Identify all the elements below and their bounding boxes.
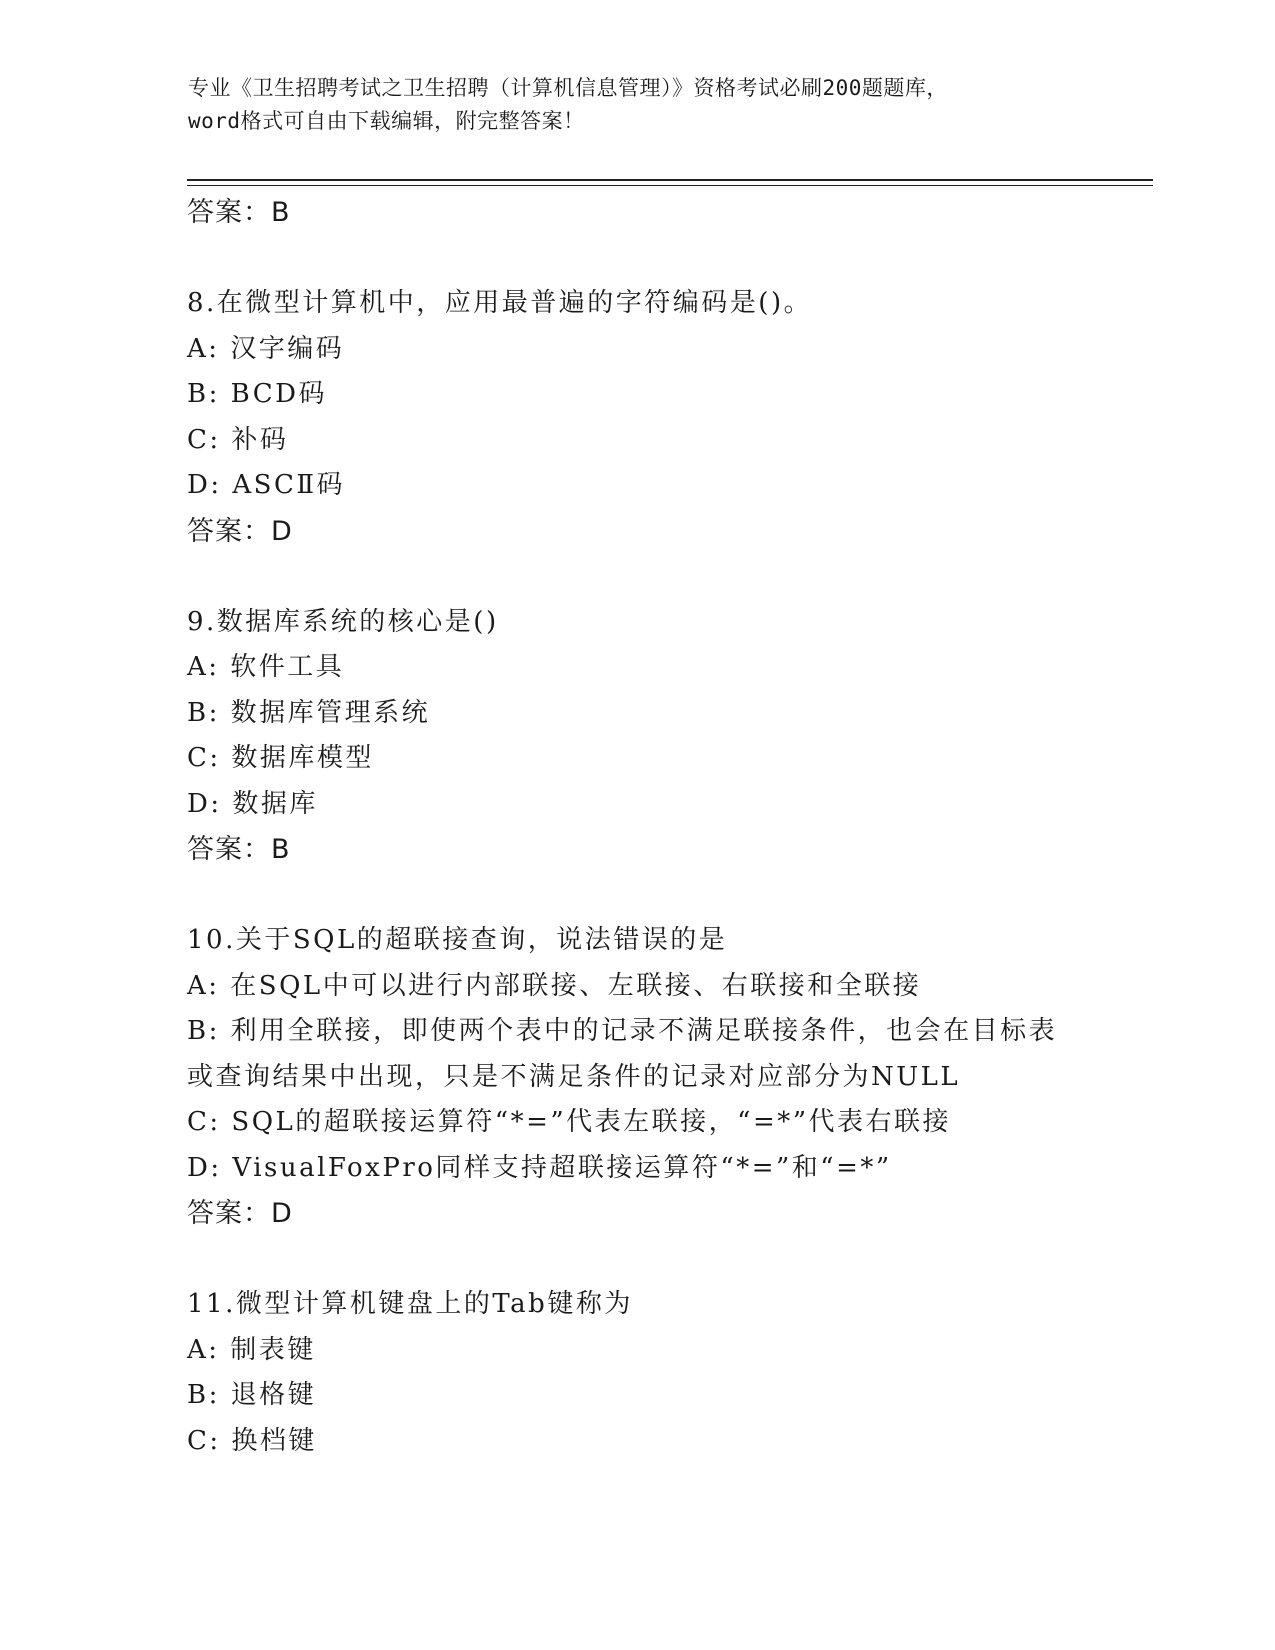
document-header xyxy=(188,72,1088,138)
question-8 xyxy=(187,281,1087,554)
option-b: B: 退格键 xyxy=(187,1380,317,1410)
option-b: B: BCD码 xyxy=(187,379,327,409)
option-d: D: VisualFoxPro同样支持超联接运算符“*=”和“=*” xyxy=(187,1152,892,1183)
question-stem: 8.在微型计算机中，应用最普遍的字符编码是()。 xyxy=(187,288,813,318)
option-c: C: 补码 xyxy=(187,424,289,455)
option-a: A: 汉字编码 xyxy=(187,333,345,364)
question-stem: 11.微型计算机键盘上的Tab键称为 xyxy=(187,1289,633,1319)
header-line-2: word格式可自由下载编辑，附完整答案！ xyxy=(188,109,585,133)
option-c: C: 数据库模型 xyxy=(187,743,374,773)
document-body xyxy=(187,190,1087,1464)
question-stem: 10.关于SQL的超联接查询，说法错误的是 xyxy=(187,925,728,955)
option-d: D: 数据库 xyxy=(187,788,318,819)
spacer xyxy=(187,554,1087,600)
spacer xyxy=(187,1237,1087,1283)
option-a: A: 软件工具 xyxy=(187,652,345,682)
option-b: B: 利用全联接，即使两个表中的记录不满足联接条件，也会在目标表 xyxy=(187,1016,1058,1046)
answer: 答案：D xyxy=(187,515,293,547)
spacer xyxy=(187,236,1087,282)
option-c: C: 换档键 xyxy=(187,1425,317,1456)
answer: 答案：B xyxy=(187,834,291,865)
option-a: A: 制表键 xyxy=(187,1334,316,1365)
header-divider xyxy=(187,179,1153,181)
question-9 xyxy=(187,600,1087,873)
answer: 答案：D xyxy=(187,1198,293,1229)
option-b: B: 数据库管理系统 xyxy=(187,697,431,728)
question-stem: 9.数据库系统的核心是() xyxy=(187,606,499,637)
option-d: D: ASCⅡ码 xyxy=(187,470,346,500)
header-divider-thin xyxy=(187,185,1153,186)
option-b-continued: 或查询结果中出现，只是不满足条件的记录对应部分为NULL xyxy=(187,1061,961,1092)
question-11 xyxy=(187,1282,1087,1464)
question-10 xyxy=(187,918,1087,1237)
header-line-1: 专业《卫生招聘考试之卫生招聘（计算机信息管理）》资格考试必刷200题题库， xyxy=(188,76,948,100)
answer-previous: 答案：B xyxy=(187,197,291,228)
option-c: C: SQL的超联接运算符“*=”代表左联接，“=*”代表右联接 xyxy=(187,1107,952,1137)
option-a: A: 在SQL中可以进行内部联接、左联接、右联接和全联接 xyxy=(187,970,922,1001)
spacer xyxy=(187,873,1087,919)
